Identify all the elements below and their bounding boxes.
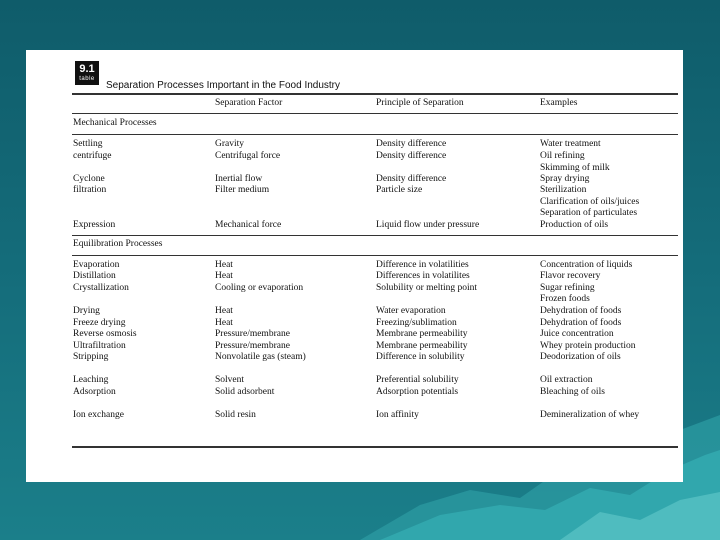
cell-principle: Adsorption potentials (376, 387, 459, 397)
cell-example: Juice concentration (540, 329, 614, 339)
cell-process: Freeze drying (73, 318, 126, 328)
section-title-mechanical: Mechanical Processes (73, 118, 157, 128)
cell-example: Clarification of oils/juices (540, 197, 640, 207)
cell-example: Sterilization (540, 185, 587, 195)
cell-factor: Centrifugal force (215, 151, 281, 161)
cell-example: Sugar refining (540, 283, 595, 293)
cell-principle: Density difference (376, 139, 447, 149)
cell-principle: Differences in volatilites (376, 271, 470, 281)
table-page (26, 50, 683, 482)
rule-top (72, 93, 678, 95)
cell-example: Separation of particulates (540, 208, 638, 218)
cell-example: Skimming of milk (540, 163, 610, 173)
cell-factor: Heat (215, 306, 233, 316)
cell-factor: Solid adsorbent (215, 387, 275, 397)
cell-factor: Heat (215, 271, 233, 281)
cell-process: Leaching (73, 375, 109, 385)
table-number: 9.1 (79, 63, 95, 75)
cell-principle: Ion affinity (376, 410, 419, 420)
cell-factor: Pressure/membrane (215, 329, 290, 339)
table-word: table (79, 76, 95, 82)
cell-factor: Heat (215, 260, 233, 270)
cell-process: Stripping (73, 352, 109, 362)
cell-example: Bleaching of oils (540, 387, 605, 397)
table-number-badge (75, 61, 99, 85)
rule-under-mechanical (72, 134, 678, 135)
cell-principle: Particle size (376, 185, 423, 195)
cell-example: Oil refining (540, 151, 585, 161)
cell-process: Ultrafiltration (73, 341, 126, 351)
cell-process: Expression (73, 220, 116, 230)
cell-factor: Cooling or evaporation (215, 283, 304, 293)
cell-principle: Density difference (376, 151, 447, 161)
cell-factor: Solid resin (215, 410, 256, 420)
header-examples: Examples (540, 98, 578, 108)
cell-process: Settling (73, 139, 103, 149)
cell-principle: Preferential solubility (376, 375, 459, 385)
cell-example: Whey protein production (540, 341, 636, 351)
cell-principle: Density difference (376, 174, 447, 184)
cell-example: Deodorization of oils (540, 352, 621, 362)
table-title: Separation Processes Important in the Food Industry (106, 80, 341, 91)
cell-factor: Filter medium (215, 185, 270, 195)
cell-principle: Solubility or melting point (376, 283, 478, 293)
cell-example: Demineralization of whey (540, 410, 640, 420)
cell-process: Adsorption (73, 387, 116, 397)
cell-principle: Membrane permeability (376, 329, 468, 339)
cell-factor: Nonvolatile gas (steam) (215, 352, 306, 362)
cell-factor: Mechanical force (215, 220, 282, 230)
cell-example: Water treatment (540, 139, 601, 149)
cell-process: filtration (73, 185, 107, 195)
cell-example: Oil extraction (540, 375, 593, 385)
cell-principle: Difference in volatilities (376, 260, 469, 270)
cell-example: Frozen foods (540, 294, 590, 304)
section-title-equilibration: Equilibration Processes (73, 239, 163, 249)
cell-process: Distillation (73, 271, 116, 281)
rule-under-header (72, 113, 678, 114)
cell-factor: Heat (215, 318, 233, 328)
cell-principle: Freezing/sublimation (376, 318, 457, 328)
cell-process: Crystallization (73, 283, 129, 293)
cell-example: Spray drying (540, 174, 590, 184)
cell-example: Production of oils (540, 220, 609, 230)
cell-process: Cyclone (73, 174, 105, 184)
cell-process: centrifuge (73, 151, 112, 161)
cell-principle: Liquid flow under pressure (376, 220, 480, 230)
cell-example: Concentration of liquids (540, 260, 633, 270)
rule-under-equilibration (72, 255, 678, 256)
rule-above-equilibration (72, 235, 678, 236)
cell-process: Reverse osmosis (73, 329, 137, 339)
cell-factor: Gravity (215, 139, 245, 149)
cell-factor: Inertial flow (215, 174, 263, 184)
cell-example: Dehydration of foods (540, 318, 622, 328)
cell-factor: Pressure/membrane (215, 341, 290, 351)
cell-principle: Membrane permeability (376, 341, 468, 351)
cell-process: Drying (73, 306, 100, 316)
cell-principle: Water evaporation (376, 306, 446, 316)
rule-bottom (72, 446, 678, 448)
cell-process: Ion exchange (73, 410, 124, 420)
header-separation-factor: Separation Factor (215, 98, 283, 108)
cell-principle: Difference in solubility (376, 352, 465, 362)
header-principle: Principle of Separation (376, 98, 464, 108)
cell-factor: Solvent (215, 375, 245, 385)
cell-example: Flavor recovery (540, 271, 601, 281)
cell-example: Dehydration of foods (540, 306, 622, 316)
cell-process: Evaporation (73, 260, 120, 270)
